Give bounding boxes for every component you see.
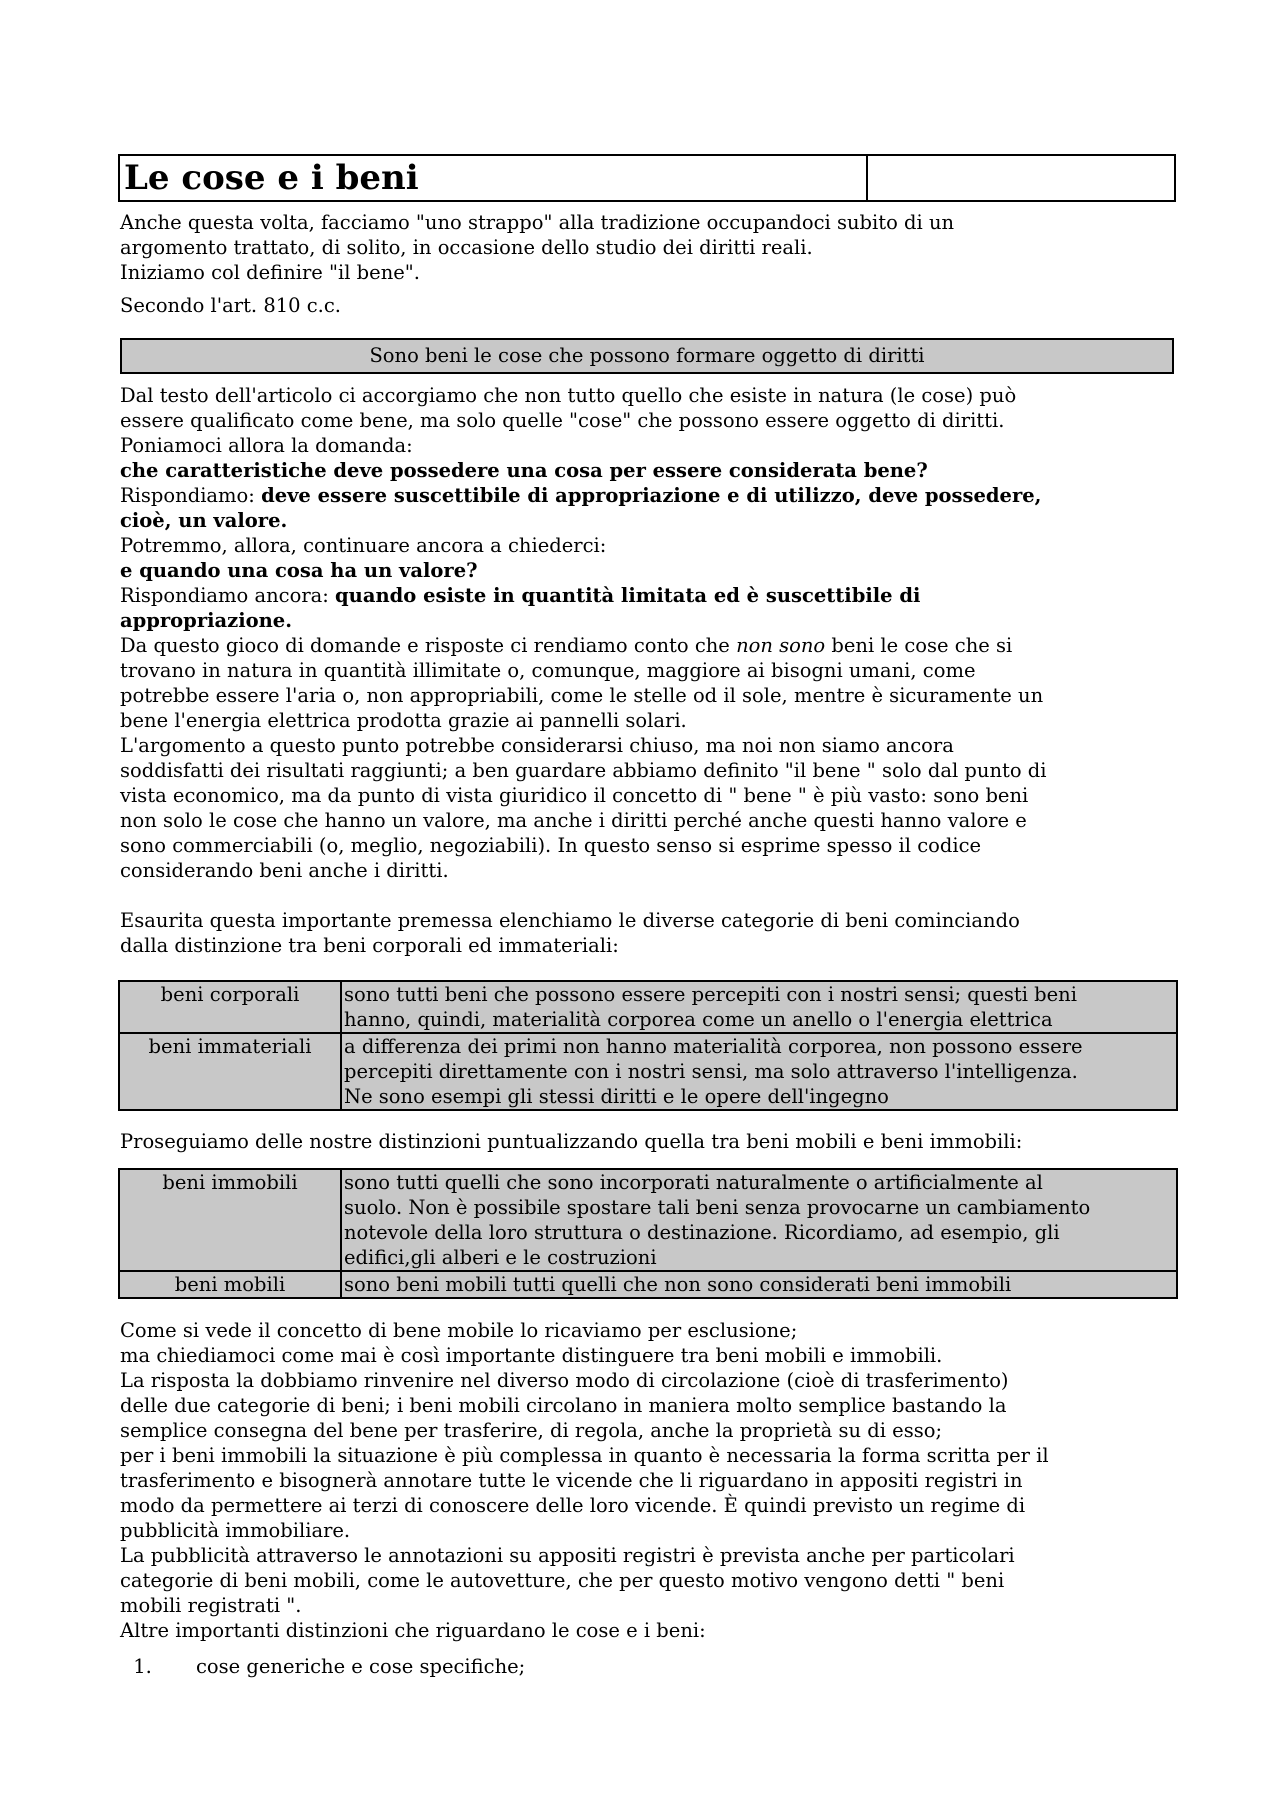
- body-line: Poniamoci allora la domanda:: [120, 434, 413, 457]
- table-key: beni corporali: [119, 981, 341, 1033]
- body-line: non solo le cose che hanno un valore, ma anche i diritti perché anche questi hanno valore e: [120, 809, 1027, 832]
- table-key: beni mobili: [119, 1271, 341, 1298]
- question-line: che caratteristiche deve possedere una cosa per essere considerata bene?: [120, 459, 928, 482]
- body-line: La risposta la dobbiamo rinvenire nel diverso modo di circolazione (cioè di trasferimento): [120, 1369, 1009, 1392]
- table-row: [119, 1271, 1177, 1298]
- intro-line: Anche questa volta, facciamo "uno strappo" alla tradizione occupandoci subito di un: [120, 211, 955, 234]
- body-line: trasferimento e bisognerà annotare tutte le vicende che li riguardano in appositi registri in: [120, 1469, 1023, 1492]
- answer-text: deve essere suscettibile di appropriazione e di utilizzo, deve possedere,: [261, 484, 1042, 507]
- table-value-line: notevole della loro struttura o destinazione. Ricordiamo, ad esempio, gli: [344, 1221, 1060, 1244]
- body-line: La pubblicità attraverso le annotazioni su appositi registri è prevista anche per particolari: [120, 1544, 1015, 1567]
- table-movable-immovable: [118, 1168, 1178, 1299]
- body-line: per i beni immobili la situazione è più complessa in quanto è necessaria la forma scritta per il: [120, 1444, 1049, 1467]
- table-row: [119, 1033, 1177, 1110]
- answer-text: appropriazione.: [120, 609, 292, 632]
- body-line: L'argomento a questo punto potrebbe considerarsi chiuso, ma noi non siamo ancora: [120, 734, 954, 757]
- intro-line: Iniziamo col definire "il bene".: [120, 261, 420, 284]
- table-value-line: Ne sono esempi gli stessi diritti e le opere dell'ingegno: [344, 1085, 889, 1108]
- body-line: sono commerciabili (o, meglio, negoziabili). In questo senso si esprime spesso il codice: [120, 834, 982, 857]
- table-value: [341, 1169, 1177, 1271]
- body-line: potrebbe essere l'aria o, non appropriabili, come le stelle od il sole, mentre è sicuramente un: [120, 684, 1044, 707]
- answer-text: quando esiste in quantità limitata ed è suscettibile di: [335, 584, 921, 607]
- body-line: Dal testo dell'articolo ci accorgiamo che non tutto quello che esiste in natura (le cose) può: [120, 384, 1017, 407]
- question-line: e quando una cosa ha un valore?: [120, 559, 478, 582]
- table-value: [341, 1271, 1177, 1298]
- table-value-line: sono tutti quelli che sono incorporati naturalmente o artificialmente al: [344, 1171, 1043, 1194]
- body-line: Potremmo, allora, continuare ancora a chiederci:: [120, 534, 607, 557]
- table-value-line: a differenza dei primi non hanno materialità corporea, non possono essere: [344, 1035, 1083, 1058]
- body-line: modo da permettere ai terzi di conoscere delle loro vicende. È quindi previsto un regime di: [120, 1494, 1026, 1517]
- table-value: [341, 1033, 1177, 1110]
- distinctions-list: [120, 1654, 525, 1679]
- table-value-line: hanno, quindi, materialità corporea come un anello o l'energia elettrica: [344, 1008, 1053, 1031]
- body-line: soddisfatti dei risultati raggiunti; a ben guardare abbiamo definito "il bene " solo dal punto di: [120, 759, 1047, 782]
- body-line: pubblicità immobiliare.: [120, 1519, 351, 1542]
- body-line: delle due categorie di beni; i beni mobili circolano in maniera molto semplice bastando la: [120, 1394, 1007, 1417]
- body-line: categorie di beni mobili, come le autovetture, che per questo motivo vengono detti " beni: [120, 1569, 1005, 1592]
- list-item: 1. cose generiche e cose specifiche;: [158, 1654, 525, 1679]
- body-line: essere qualificato come bene, ma solo quelle "cose" che possono essere oggetto di diritti.: [120, 409, 1005, 432]
- body-line: Altre importanti distinzioni che riguardano le cose e i beni:: [120, 1619, 706, 1642]
- body-line: trovano in natura in quantità illimitate o, comunque, maggiore ai bisogni umani, come: [120, 659, 976, 682]
- intro-line: argomento trattato, di solito, in occasione dello studio dei diritti reali.: [120, 236, 813, 259]
- table-value-line: suolo. Non è possibile spostare tali beni senza provocarne un cambiamento: [344, 1196, 1091, 1219]
- mid-paragraph: [120, 1129, 1180, 1154]
- table-value-line: percepiti direttamente con i nostri sensi, ma solo attraverso l'intelligenza.: [344, 1060, 1078, 1083]
- title-empty-cell: [868, 156, 1174, 200]
- body-line: [120, 633, 1180, 658]
- body-block-2: [120, 1318, 1180, 1643]
- body-line: ma chiediamoci come mai è così importante distinguere tra beni mobili e immobili.: [120, 1344, 943, 1367]
- body-line: mobili registrati ".: [120, 1594, 302, 1617]
- answer-label: Rispondiamo ancora:: [120, 584, 336, 607]
- body-line: Come si vede il concetto di bene mobile lo ricaviamo per esclusione;: [120, 1319, 798, 1342]
- body-line: semplice consegna del bene per trasferire, di regola, anche la proprietà su di esso;: [120, 1419, 943, 1442]
- body-text: beni le cose che si: [825, 634, 1013, 657]
- title-table: [118, 154, 1176, 202]
- table-value-line: edifici,gli alberi e le costruzioni: [344, 1246, 657, 1269]
- intro-block: [120, 210, 1180, 318]
- table-value: [341, 981, 1177, 1033]
- body-text: Da questo gioco di domande e risposte ci rendiamo conto che: [120, 634, 737, 657]
- body-line: dalla distinzione tra beni corporali ed immateriali:: [120, 934, 619, 957]
- table-value-line: sono beni mobili tutti quelli che non sono considerati beni immobili: [344, 1273, 1012, 1296]
- body-block-1: [120, 383, 1180, 958]
- table-key: beni immateriali: [119, 1033, 341, 1110]
- body-line: Proseguiamo delle nostre distinzioni puntualizzando quella tra beni mobili e beni immobili:: [120, 1130, 1023, 1153]
- page-title: Le cose e i beni: [120, 156, 868, 200]
- table-value-line: sono tutti beni che possono essere percepiti con i nostri sensi; questi beni: [344, 983, 1077, 1006]
- body-line: [120, 483, 1180, 508]
- body-line: vista economico, ma da punto di vista giuridico il concetto di " bene " è più vasto: sono beni: [120, 784, 1029, 807]
- body-line: considerando beni anche i diritti.: [120, 859, 449, 882]
- article-quote: Sono beni le cose che possono formare oggetto di diritti: [120, 338, 1174, 374]
- table-row: [119, 1169, 1177, 1271]
- italic-text: non sono: [736, 634, 826, 657]
- body-line: Esaurita questa importante premessa elenchiamo le diverse categorie di beni cominciando: [120, 909, 1020, 932]
- body-line: [120, 583, 1180, 608]
- answer-label: Rispondiamo:: [120, 484, 262, 507]
- body-line: bene l'energia elettrica prodotta grazie ai pannelli solari.: [120, 709, 687, 732]
- table-key: beni immobili: [119, 1169, 341, 1271]
- table-row: [119, 981, 1177, 1033]
- table-corporeal-immaterial: [118, 980, 1178, 1111]
- answer-text: cioè, un valore.: [120, 509, 288, 532]
- intro-line: Secondo l'art. 810 c.c.: [120, 294, 341, 317]
